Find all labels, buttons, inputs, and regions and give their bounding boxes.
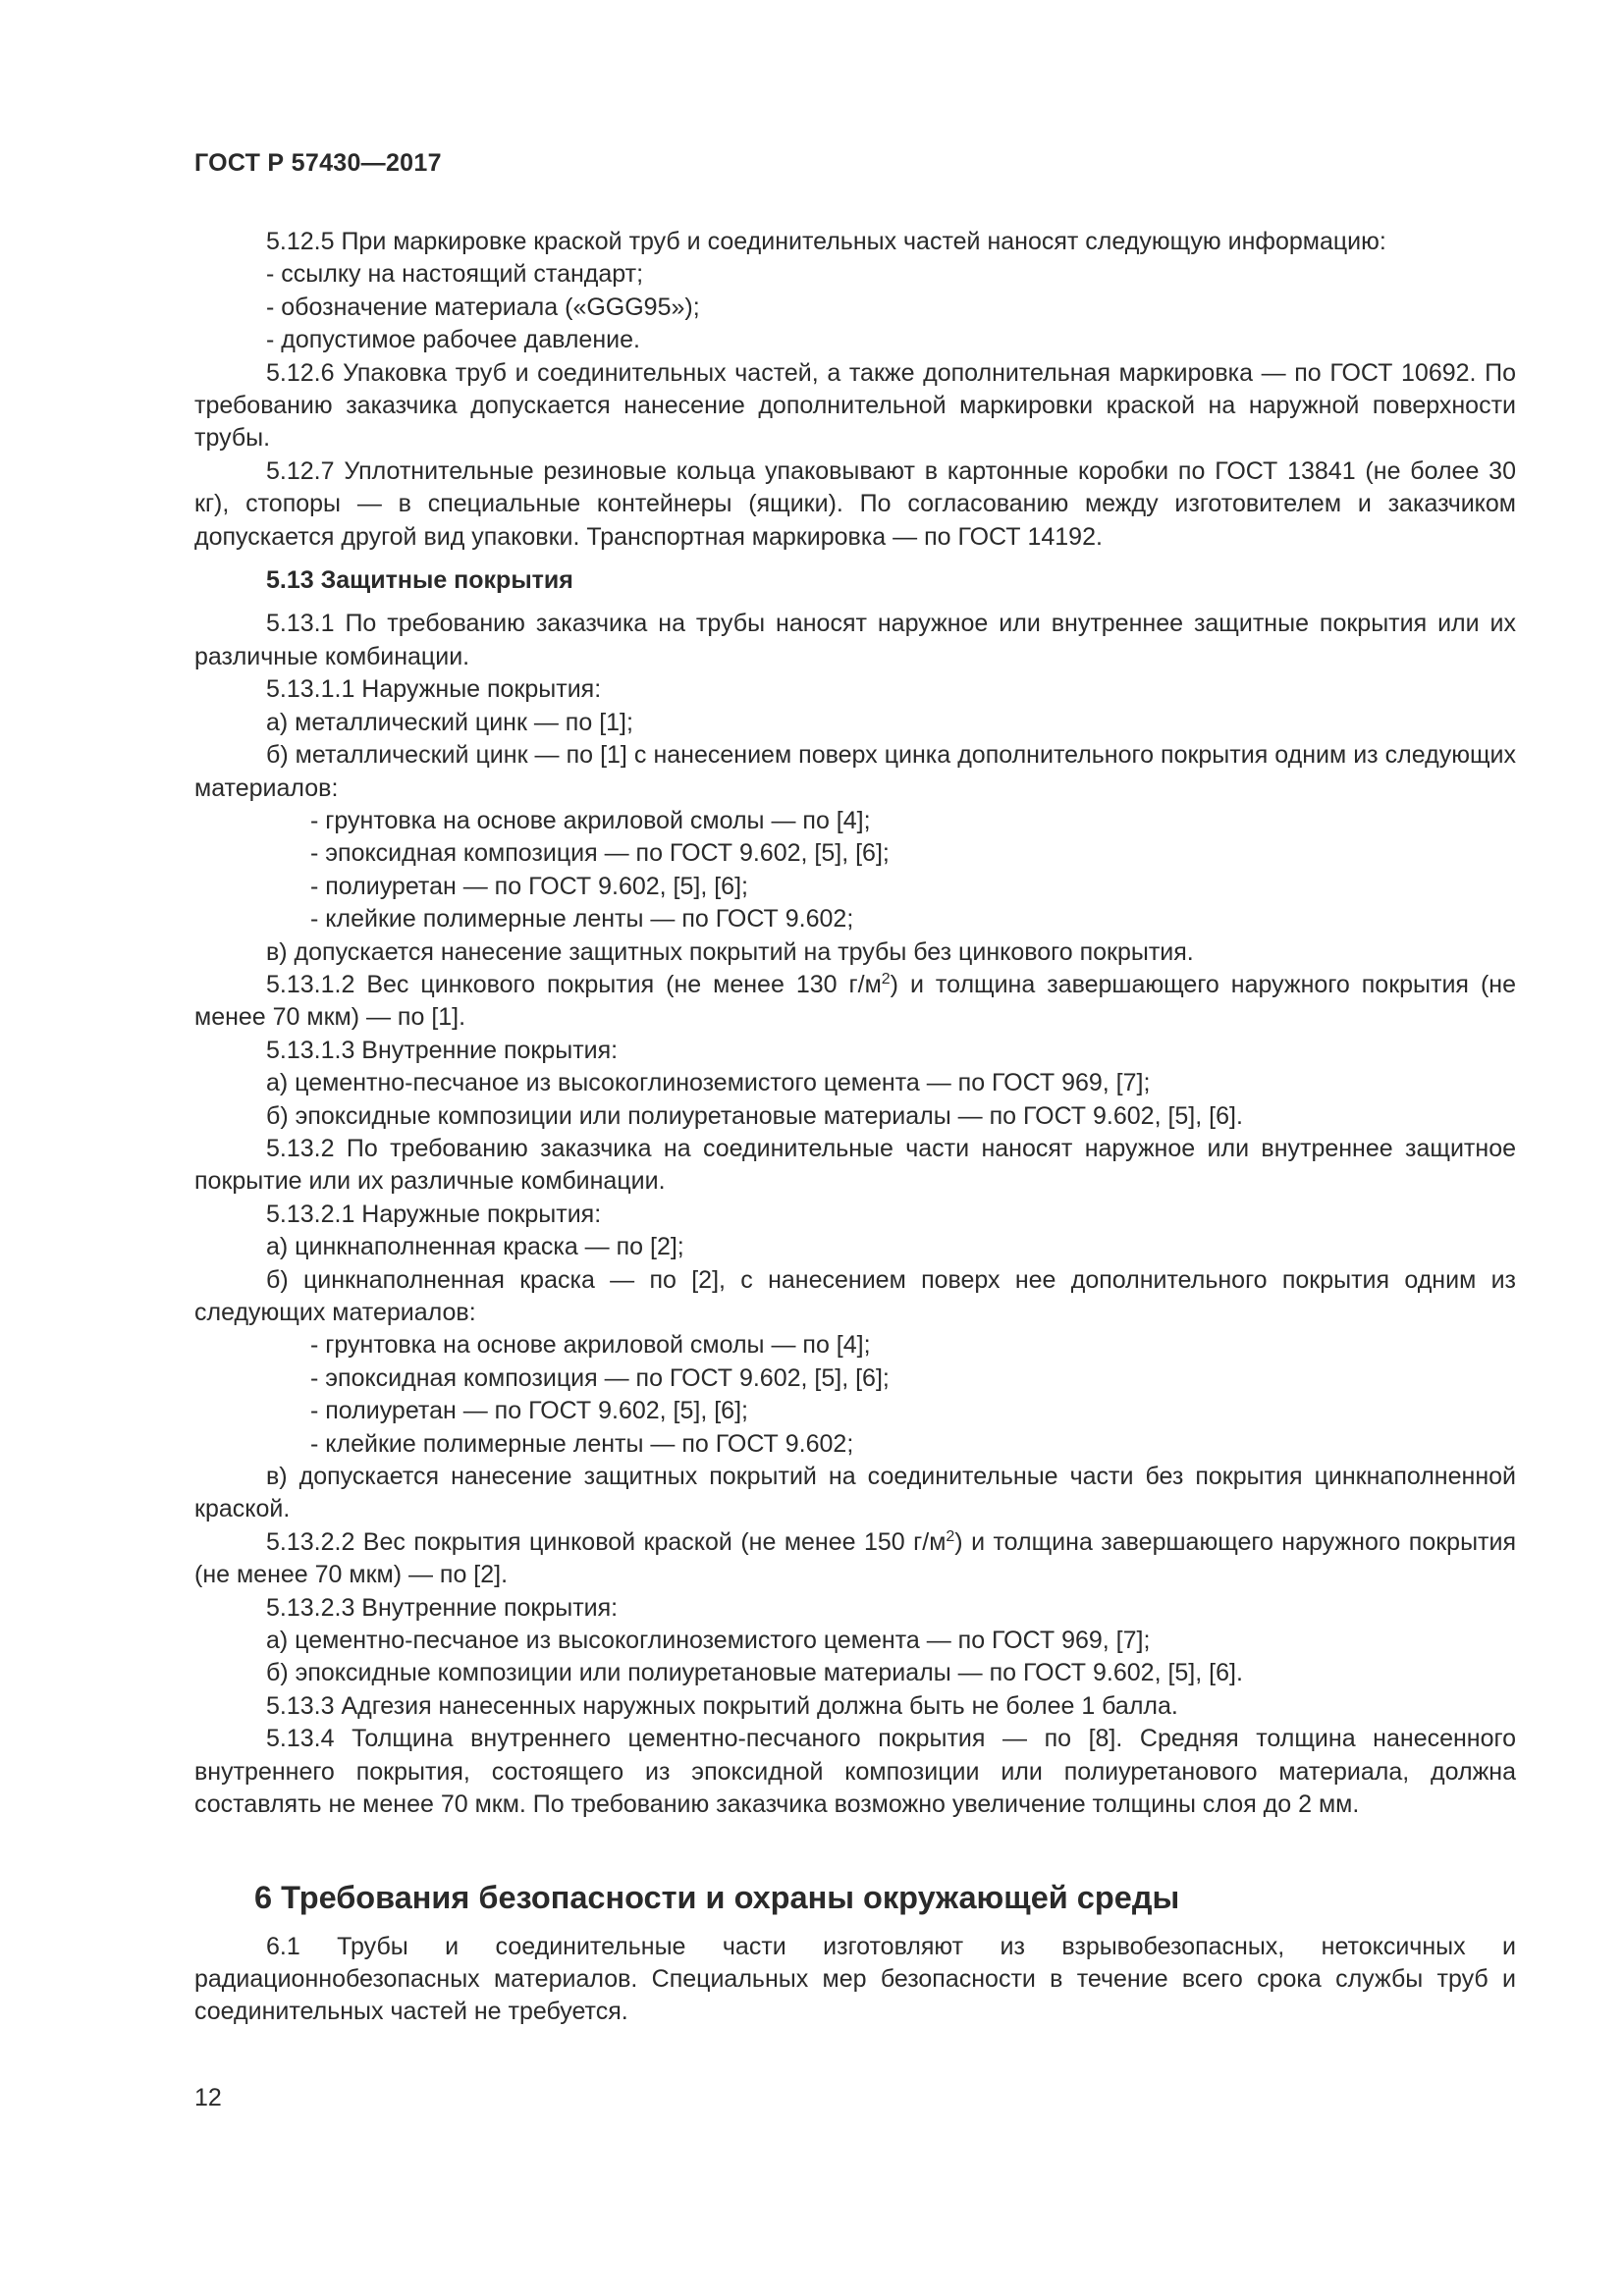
paragraph-5-13-2-3: 5.13.2.3 Внутренние покрытия:	[266, 1593, 619, 1622]
list-item: - грунтовка на основе акриловой смолы — по [4];	[310, 806, 871, 834]
list-item: - обозначение материала («GGG95»);	[266, 293, 700, 321]
list-item: - эпоксидная композиция — по ГОСТ 9.602, [5], [6];	[310, 839, 890, 868]
list-item: - клейкие полимерные ленты — по ГОСТ 9.602;	[310, 905, 854, 934]
paragraph-5-13-1-2	[194, 969, 1516, 1035]
list-item: а) металлический цинк — по [1];	[266, 708, 633, 736]
list-item: - ссылку на настоящий стандарт;	[266, 260, 644, 289]
text-span: ) и толщина завершающего наружного покрытия (не менее 70 мкм) — по [2].	[194, 1527, 1516, 1589]
list-item: а) цементно-песчаное из высокоглиноземистого цемента — по ГОСТ 969, [7];	[266, 1627, 1151, 1655]
document-header: ГОСТ Р 57430—2017	[194, 149, 442, 177]
list-item: в) допускается нанесение защитных покрытий на трубы без цинкового покрытия.	[266, 937, 1194, 966]
list-item: - полиуретан — по ГОСТ 9.602, [5], [6];	[310, 872, 748, 900]
list-item: б) эпоксидные композиции или полиуретановые материалы — по ГОСТ 9.602, [5], [6].	[266, 1101, 1243, 1130]
text-span: 5.13.1.2 Вес цинкового покрытия (не менее 130 г/м	[266, 970, 882, 998]
paragraph-5-13-3: 5.13.3 Адгезия нанесенных наружных покрытий должна быть не более 1 балла.	[266, 1691, 1178, 1720]
paragraph-6-1: 6.1 Трубы и соединительные части изготовляют из взрывобезопасных, нетоксичных и радиационнобезопасных материалов. Специальных мер безопасности в течение всего срока службы труб и соединительных частей не требуется.	[194, 1932, 1516, 2026]
list-item: б) эпоксидные композиции или полиуретановые материалы — по ГОСТ 9.602, [5], [6].	[266, 1659, 1243, 1687]
list-item: - грунтовка на основе акриловой смолы — по [4];	[310, 1331, 871, 1360]
paragraph-5-13-1: 5.13.1 По требованию заказчика на трубы наносят наружное или внутреннее защитные покрытия или их различные комбинации.	[194, 610, 1516, 670]
list-item: в) допускается нанесение защитных покрытий на соединительные части без покрытия цинкнаполненной краской.	[194, 1463, 1516, 1523]
text-span: ) и толщина завершающего наружного покрытия (не менее 70 мкм) — по [1].	[194, 970, 1516, 1032]
list-item: - клейкие полимерные ленты — по ГОСТ 9.602;	[310, 1429, 854, 1458]
list-item: а) цинкнаполненная краска — по [2];	[266, 1233, 684, 1261]
paragraph-5-13-2: 5.13.2 По требованию заказчика на соединительные части наносят наружное или внутреннее защитное покрытие или их различные комбинации.	[194, 1134, 1516, 1196]
section-heading-6: 6 Требования безопасности и охраны окружающей среды	[254, 1879, 1180, 1915]
superscript: 2	[946, 1527, 955, 1545]
paragraph-5-13-1-3: 5.13.1.3 Внутренние покрытия:	[266, 1036, 619, 1064]
paragraph-5-12-5: 5.12.5 При маркировке краской труб и соединительных частей наносят следующую информацию:	[266, 228, 1386, 255]
paragraph-5-13-4: 5.13.4 Толщина внутреннего цементно-песчаного покрытия — по [8]. Средняя толщина нанесенного внутреннего покрытия, состоящего из эпоксидной композиции или полиуретанового материала, должна составлять не менее 70 мкм. По требованию заказчика возможно увеличение толщины слоя до 2 мм.	[194, 1725, 1516, 1819]
text-span: 5.13.2.2 Вес покрытия цинковой краской (не менее 150 г/м	[266, 1527, 947, 1556]
list-item: б) цинкнаполненная краска — по [2], с нанесением поверх нее дополнительного покрытия одним из следующих материалов:	[194, 1265, 1516, 1326]
list-item: - допустимое рабочее давление.	[266, 326, 640, 354]
document-body	[194, 226, 1516, 2029]
list-item: - эпоксидная композиция — по ГОСТ 9.602, [5], [6];	[310, 1363, 890, 1392]
list-item: - полиуретан — по ГОСТ 9.602, [5], [6];	[310, 1397, 748, 1425]
paragraph-5-13-2-2	[194, 1526, 1516, 1592]
page-number: 12	[194, 2084, 222, 2111]
list-item: а) цементно-песчаное из высокоглиноземистого цемента — по ГОСТ 969, [7];	[266, 1069, 1151, 1097]
paragraph-5-12-7: 5.12.7 Уплотнительные резиновые кольца упаковывают в картонные коробки по ГОСТ 13841 (не более 30 кг), стопоры — в специальные контейнеры (ящики). По согласованию между изготовителем и заказчиком допускается другой вид упаковки. Транспортная маркировка — по ГОСТ 14192.	[194, 456, 1516, 551]
list-item: б) металлический цинк — по [1] с нанесением поверх цинка дополнительного покрытия одним из следующих материалов:	[194, 741, 1516, 802]
paragraph-5-13-2-1: 5.13.2.1 Наружные покрытия:	[266, 1200, 602, 1228]
paragraph-5-12-6: 5.12.6 Упаковка труб и соединительных частей, а также дополнительная маркировка — по ГОСТ 10692. По требованию заказчика допускается нанесение дополнительной маркировки краской на наружной поверхности трубы.	[194, 358, 1516, 453]
subsection-heading-5-13: 5.13 Защитные покрытия	[266, 566, 573, 595]
superscript: 2	[881, 970, 891, 988]
paragraph-5-13-1-1: 5.13.1.1 Наружные покрытия:	[266, 675, 602, 704]
